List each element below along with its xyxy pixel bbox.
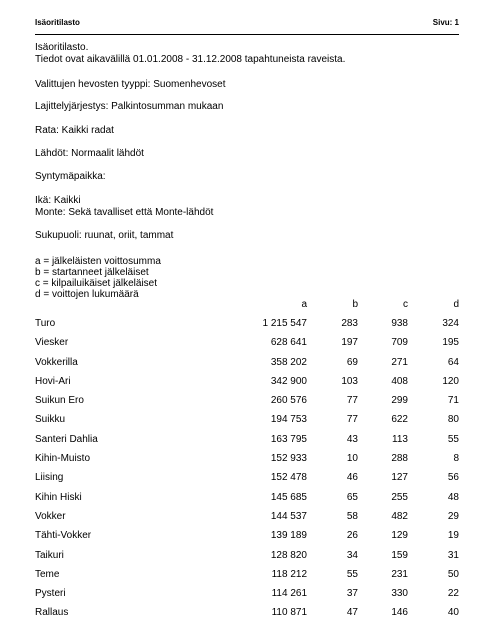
value-b-cell: 37 [346,588,358,600]
value-c-cell: 622 [391,414,408,426]
value-b-cell: 34 [346,549,358,561]
value-d-cell: 22 [447,588,459,600]
stallion-name-cell: Suikku [35,414,66,426]
value-a-cell: 1 215 547 [262,318,307,329]
info-line-sort-order: Lajittelyjärjestys: Palkintosumman mukaan [35,101,224,112]
value-b-cell: 77 [346,414,358,426]
info-line-track: Rata: Kaikki radat [35,125,114,136]
header-divider [35,34,459,35]
value-a-cell: 194 753 [270,414,307,426]
value-a-cell: 152 933 [270,453,307,465]
table-row [35,511,459,530]
column-header-a: a [301,299,307,310]
table-row [35,569,459,588]
value-d-cell: 64 [447,356,459,368]
value-b-cell: 46 [346,472,358,484]
value-d-cell: 55 [447,433,459,445]
table-row [35,357,459,376]
value-a-cell: 260 576 [270,395,307,407]
table-row [35,376,459,395]
legend-line-a: a = jälkeläisten voittosumma [35,256,161,267]
table-row [35,414,459,433]
value-a-cell: 358 202 [270,356,307,368]
table-header-row [35,295,459,318]
table-row [35,492,459,511]
value-c-cell: 288 [391,453,408,465]
value-c-cell: 299 [391,395,408,407]
value-a-cell: 152 478 [270,472,307,484]
value-b-cell: 283 [341,318,358,329]
value-c-cell: 330 [391,588,408,600]
legend-line-d: d = voittojen lukumäärä [35,289,139,300]
stallion-name-cell: Teme [35,568,60,580]
table-row [35,550,459,569]
table-row [35,530,459,549]
value-c-cell: 113 [392,433,408,445]
value-c-cell: 408 [391,375,408,387]
value-c-cell: 231 [391,568,408,580]
info-line-birthplace: Syntymäpaikka: [35,171,106,182]
value-c-cell: 127 [391,472,408,484]
value-b-cell: 197 [341,337,358,349]
value-d-cell: 195 [442,337,459,349]
value-c-cell: 482 [391,510,408,522]
column-header-d: d [453,299,459,310]
report-title: Isäoritilasto [35,18,80,27]
stallion-name-cell: Viesker [35,337,69,349]
value-d-cell: 31 [447,549,459,561]
value-d-cell: 8 [453,453,459,465]
legend-line-b: b = startanneet jälkeläiset [35,267,149,278]
value-a-cell: 110 871 [271,607,307,619]
value-a-cell: 342 900 [270,375,307,387]
stallion-name-cell: Suikun Ero [35,395,84,407]
legend-line-c: c = kilpailuikäiset jälkeläiset [35,278,158,289]
info-line-gender: Sukupuoli: ruunat, oriit, tammat [35,230,174,241]
value-b-cell: 47 [346,607,358,619]
table-row [35,472,459,491]
stallion-name-cell: Kihin-Muisto [35,453,91,465]
value-d-cell: 71 [447,395,459,407]
value-c-cell: 271 [391,356,408,368]
stallion-name-cell: Liising [35,472,64,484]
value-b-cell: 103 [341,375,358,387]
value-d-cell: 29 [447,510,459,522]
page-header [35,18,459,34]
value-c-cell: 146 [391,607,408,619]
value-a-cell: 139 189 [270,530,307,542]
info-line-age: Ikä: Kaikki [35,195,81,206]
value-b-cell: 55 [346,568,358,580]
page-number: Sivu: 1 [432,18,459,27]
value-d-cell: 48 [447,491,459,503]
table-row [35,434,459,453]
stallion-name-cell: Tähti-Vokker [35,530,92,542]
value-b-cell: 69 [346,356,358,368]
info-line-period: Tiedot ovat aikavälillä 01.01.2008 - 31.12.2008 tapahtuneista raveista. [35,54,346,65]
info-line-monte: Monte: Sekä tavalliset että Monte-lähdöt [35,207,214,218]
info-line-horse-type: Valittujen hevosten tyyppi: Suomenhevoset [35,79,226,90]
table-row [35,453,459,472]
info-line-title: Isäoritilasto. [35,42,89,53]
info-line-starts: Lähdöt: Normaalit lähdöt [35,148,144,159]
value-b-cell: 58 [346,510,358,522]
stallion-name-cell: Turo [35,318,56,329]
table-row [35,607,459,626]
value-c-cell: 938 [391,318,408,329]
table-row [35,395,459,414]
stallion-table [35,295,459,627]
table-body [35,318,459,627]
value-b-cell: 10 [346,453,358,465]
column-header-b: b [352,299,358,310]
value-b-cell: 26 [346,530,358,542]
value-a-cell: 145 685 [270,491,307,503]
value-d-cell: 56 [447,472,459,484]
value-a-cell: 144 537 [270,510,307,522]
stallion-name-cell: Rallaus [35,607,69,619]
value-b-cell: 43 [346,433,358,445]
table-row [35,588,459,607]
value-a-cell: 628 641 [270,337,307,349]
table-row [35,318,459,337]
value-d-cell: 50 [447,568,459,580]
value-b-cell: 65 [346,491,358,503]
column-header-c: c [403,299,408,310]
stallion-name-cell: Santeri Dahlia [35,433,98,445]
value-d-cell: 120 [442,375,459,387]
value-d-cell: 19 [447,530,459,542]
value-d-cell: 80 [447,414,459,426]
stallion-name-cell: Vokker [35,510,66,522]
table-row [35,337,459,356]
stallion-name-cell: Taikuri [35,549,64,561]
stallion-name-cell: Hovi-Ari [35,375,71,387]
stallion-name-cell: Pysteri [35,588,66,600]
value-c-cell: 129 [391,530,408,542]
value-c-cell: 159 [391,549,408,561]
value-a-cell: 114 261 [271,588,307,600]
value-b-cell: 77 [346,395,358,407]
value-c-cell: 709 [391,337,408,349]
stallion-name-cell: Kihin Hiski [35,491,82,503]
value-a-cell: 118 212 [271,568,307,580]
value-d-cell: 324 [442,318,459,329]
value-c-cell: 255 [391,491,408,503]
value-a-cell: 163 795 [270,433,307,445]
value-a-cell: 128 820 [270,549,307,561]
stallion-name-cell: Vokkerilla [35,356,78,368]
value-d-cell: 40 [447,607,459,619]
